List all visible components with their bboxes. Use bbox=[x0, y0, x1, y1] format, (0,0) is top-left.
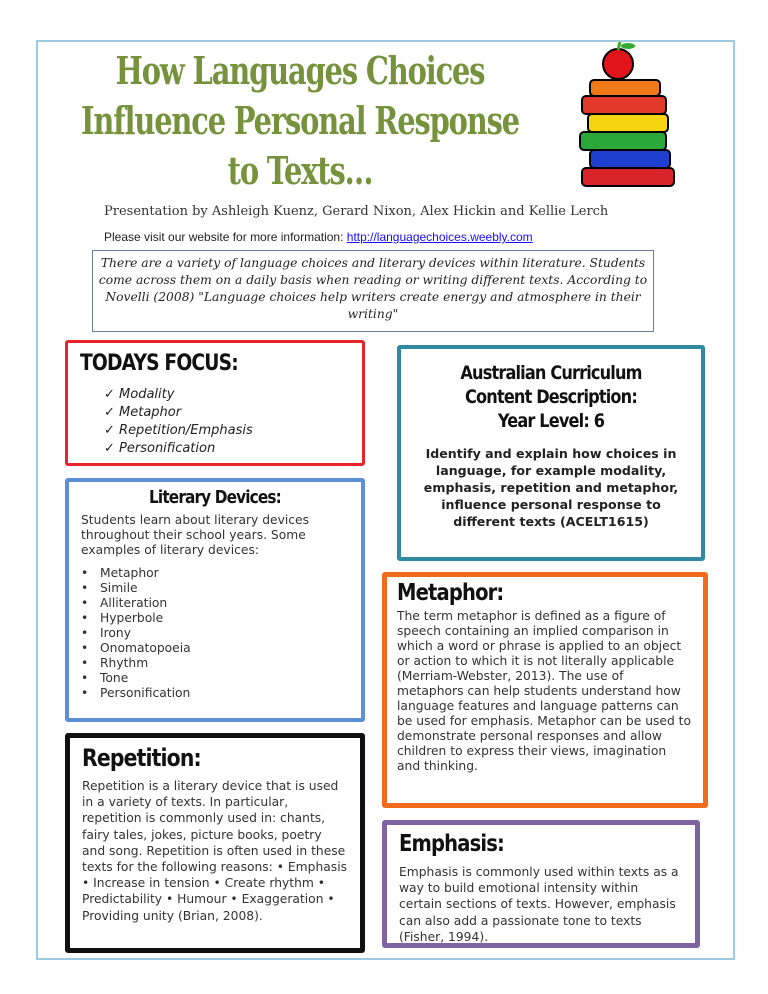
list-item-label: Tone bbox=[99, 671, 129, 685]
title-line: to Texts… bbox=[227, 148, 373, 193]
focus-item-label: Modality bbox=[119, 387, 175, 402]
list-item: • Simile bbox=[81, 581, 138, 595]
list-item: • Personification bbox=[81, 686, 191, 700]
focus-item-label: Metaphor bbox=[119, 405, 182, 420]
literary-intro: Students learn about literary devices throughout their school years. Some examples of literary devices: bbox=[81, 513, 310, 557]
curriculum-body: Identify and explain how choices in language, for example modality, emphasis, repetition and metaphor, influence personal response to different texts (ACELT1615) bbox=[423, 446, 679, 529]
literary-devices-box bbox=[65, 478, 365, 722]
check-icon: ✓ bbox=[104, 423, 120, 438]
list-item: • Metaphor bbox=[81, 566, 159, 580]
repetition-heading: Repetition: bbox=[82, 744, 201, 772]
website-link[interactable]: http://languagechoices.weebly.com bbox=[346, 230, 533, 244]
list-item: • Rhythm bbox=[81, 656, 149, 670]
list-item-label: Personification bbox=[99, 686, 191, 700]
focus-item bbox=[104, 440, 350, 458]
list-item: • Hyperbole bbox=[81, 611, 164, 625]
list-item-label: Alliteration bbox=[99, 596, 168, 610]
apple-books-illustration bbox=[560, 40, 690, 190]
curriculum-heading-line: Content Description: bbox=[465, 386, 637, 408]
intro-box: There are a variety of language choices and literary devices within literature. Students come across them on a daily basis when reading or writing different texts. According to Novelli (2008) "Language choices help writers create energy and atmosphere in their writing" bbox=[92, 250, 654, 332]
list-item-label: Onomatopoeia bbox=[99, 641, 191, 655]
check-icon: ✓ bbox=[104, 387, 120, 402]
focus-item bbox=[104, 386, 350, 404]
list-item-label: Irony bbox=[99, 626, 131, 640]
focus-item bbox=[104, 422, 350, 440]
todays-focus-box bbox=[65, 340, 365, 466]
list-item: • Irony bbox=[81, 626, 131, 640]
check-icon: ✓ bbox=[104, 405, 120, 420]
focus-heading: TODAYS FOCUS: bbox=[80, 351, 238, 376]
list-item-label: Hyperbole bbox=[99, 611, 164, 625]
emphasis-heading: Emphasis: bbox=[399, 831, 504, 857]
metaphor-box bbox=[382, 572, 708, 808]
repetition-body: Repetition is a literary device that is used in a variety of texts. In particular, repetition is commonly used in: chants, fairy tales, jokes, picture books, poetry and song. Repetition is often used in these texts for the following reasons: • Emphasis • Increase in tension • Create rhythm • Predictability • Humour • Exaggeration • Providing unity (Brian, 2008). bbox=[82, 779, 348, 923]
list-item: • Onomatopoeia bbox=[81, 641, 191, 655]
list-item-label: Metaphor bbox=[99, 566, 159, 580]
curriculum-box bbox=[397, 345, 705, 561]
check-icon: ✓ bbox=[104, 441, 120, 456]
focus-item-label: Repetition/Emphasis bbox=[119, 423, 253, 438]
repetition-box bbox=[65, 733, 365, 953]
metaphor-body: The term metaphor is defined as a figure of speech containing an implied comparison in which a word or phrase is applied to an object or action to which it is not literally applicable (Merriam-Webster, 2013). The use of metaphors can help students understand how language features and language patterns can be used for emphasis. Metaphor can be used to demonstrate personal responses and allow children to express their views, imagination and thinking. bbox=[397, 609, 692, 773]
emphasis-body: Emphasis is commonly used within texts as a way to build emotional intensity within certain sections of texts. However, emphasis can also add a passionate tone to texts (Fisher, 1994). bbox=[399, 865, 679, 944]
focus-item bbox=[104, 404, 350, 422]
emphasis-box bbox=[382, 820, 700, 948]
poster-title bbox=[42, 46, 559, 196]
curriculum-heading-line: Australian Curriculum bbox=[460, 362, 642, 384]
literary-heading: Literary Devices: bbox=[149, 487, 281, 508]
title-line: Influence Personal Response bbox=[80, 98, 520, 143]
focus-item-label: Personification bbox=[119, 441, 216, 456]
list-item-label: Simile bbox=[99, 581, 138, 595]
metaphor-heading: Metaphor: bbox=[397, 580, 504, 606]
list-item-label: Rhythm bbox=[99, 656, 149, 670]
website-line bbox=[104, 230, 533, 244]
curriculum-heading-line: Year Level: 6 bbox=[497, 410, 605, 432]
list-item: • Tone bbox=[81, 671, 129, 685]
website-label: Please visit our website for more information: bbox=[104, 230, 347, 244]
byline: Presentation by Ashleigh Kuenz, Gerard Nixon, Alex Hickin and Kellie Lerch bbox=[104, 204, 609, 219]
list-item: • Alliteration bbox=[81, 596, 168, 610]
title-line: How Languages Choices bbox=[115, 48, 485, 93]
